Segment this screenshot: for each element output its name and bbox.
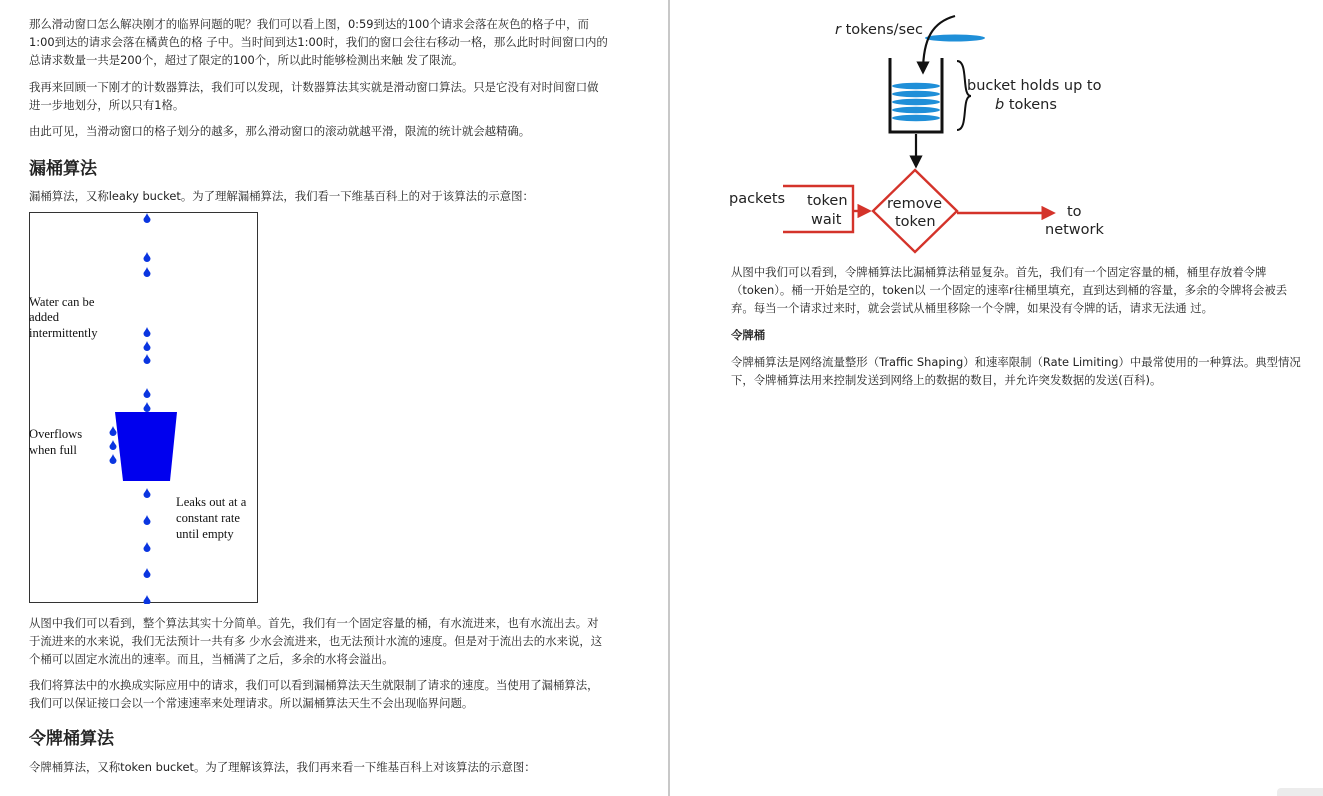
token-bucket-intro: 令牌桶算法，又称token bucket。为了理解该算法，我们再来看一下维基百科上对该算法的示意图： [29,760,536,774]
right-page [671,0,1323,796]
label-added-2: added [29,310,60,324]
label-leak-2: constant rate [176,511,240,525]
token-disc [892,99,940,105]
capacity-brace [957,61,971,130]
token-wait-line2: wait [811,212,842,228]
token-bucket-definition: 令牌桶算法是网络流量整形（Traffic Shaping）和速率限制（Rate Limiting）中最常使用的一种算法。典型情况下，令牌桶算法用来控制发送到网络上的数据的数目，并允许突发数据的发送(百科)。 [731,355,1301,387]
bucket-shape [115,412,177,481]
falling-token [925,35,985,42]
token-bucket-figure [725,6,1145,258]
figure-frame [30,213,258,603]
paragraph-sliding-window: 那么滑动窗口怎么解决刚才的临界问题的呢？我们可以看上图，0:59到达的100个请求会落在灰色的格子中，而1:00到达的请求会落在橘黄色的格 子中。当时间到达1:00时，我们的窗口会往右移动一格，那么此时时间窗口内的总请求数量一共是200个，超过了限定的100个，所以此时能够检测出来触 发了限流。 [29,17,608,67]
remove-token-line1: remove [887,196,943,212]
token-disc [892,91,940,97]
leaky-bucket-figure [29,212,258,604]
rate-label [835,22,923,38]
to-network-line2: network [1045,222,1104,238]
label-added-3: intermittently [29,326,98,340]
token-disc [892,83,940,89]
label-added-1: Water can be [29,295,95,309]
token-inflow-arrow [923,16,955,72]
leaky-bucket-intro: 漏桶算法，又称leaky bucket。为了理解漏桶算法，我们看一下维基百科上的对于该算法的示意图： [29,189,534,203]
token-stack [892,83,940,121]
page-divider [668,0,670,796]
packets-label: packets [729,191,786,207]
token-disc [892,115,940,121]
heading-token-bucket: 令牌桶算法 [29,729,114,749]
leaky-bucket-application: 我们将算法中的水换成实际应用中的请求，我们可以看到漏桶算法天生就限制了请求的速度。当使用了漏桶算法，我们可以保证接口会以一个常速速率来处理请求。所以漏桶算法天生不会出现临界问题。 [29,678,599,710]
to-network-line1: to [1067,204,1082,220]
corner-scroll-widget[interactable] [1277,788,1323,796]
rate-r: r [835,22,841,38]
bucket-capacity-line1: bucket holds up to [967,78,1102,94]
token-bucket-explanation: 从图中我们可以看到，令牌桶算法比漏桶算法稍显复杂。首先，我们有一个固定容量的桶，桶里存放着令牌（token）。桶一开始是空的，token以 一个固定的速率r往桶里填充，直到达到桶的容量，多余的令牌将会被丢弃。每当一个请求过来时，就会尝试从桶里移除一个令牌，如果没有令牌的话，请求无法通 过。 [731,265,1288,315]
heading-leaky-bucket: 漏桶算法 [29,159,97,179]
paragraph-counter-review: 我再来回顾一下刚才的计数器算法，我们可以发现，计数器算法其实就是滑动窗口算法。只是它没有对时间窗口做进一步地划分，所以只有1格。 [29,80,599,112]
label-leak-3: until empty [176,527,234,541]
rate-rest: tokens/sec [840,22,924,38]
label-overflow-1: Overflows [29,427,83,441]
token-disc [892,107,940,113]
token-wait-line1: token [807,193,848,209]
capacity-b: b [995,97,1005,113]
bucket-capacity-line2 [995,97,1057,113]
label-leak-1: Leaks out at a [176,495,247,509]
label-overflow-2: when full [29,443,77,457]
leaky-bucket-explanation: 从图中我们可以看到，整个算法其实十分简单。首先，我们有一个固定容量的桶，有水流进来，也有水流出去。对于流进来的水来说，我们无法预计一共有多 少水会流进来，也无法预计水流的速度。但是对于流出去的水来说，这个桶可以固定水流出的速率。而且，当桶满了之后，多余的水将会溢出。 [29,616,603,666]
subheading-token-bucket: 令牌桶 [731,328,766,342]
capacity-rest: tokens [1004,97,1057,113]
paragraph-conclusion: 由此可见，当滑动窗口的格子划分的越多，那么滑动窗口的滚动就越平滑，限流的统计就会越精确。 [29,124,531,138]
remove-token-line2: token [895,214,936,230]
